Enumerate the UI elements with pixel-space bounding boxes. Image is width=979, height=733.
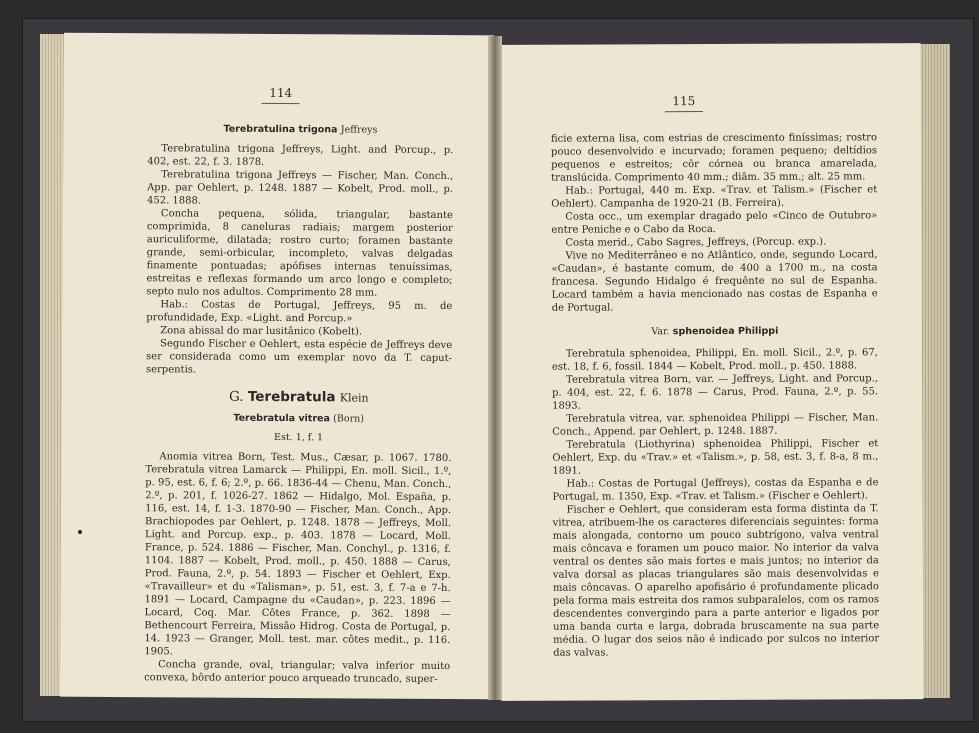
right-page-edges [920,44,950,698]
paragraph: Terebratulina trigona Jeffreys — Fischer, Man. Conch., App. par Oehlert, p. 1248. 1887 — Kobelt, Prod. moll., p. 452. 1888. [146,169,454,207]
left-page-number: 114 [108,85,454,105]
paragraph: Concha grande, oval, triangular; valva inferior muito convexa, bôrdo anterior pouco arqueado truncado, super- [144,659,451,685]
paragraph: Costa occ., um exemplar dragado pelo «Cinco de Outubro» entre Peniche e o Cabo da Roca. [551,210,878,236]
genus-heading: G. Terebratula Klein [228,388,369,406]
paragraph: Zona abissal do mar lusitânico (Kobelt). [160,325,363,338]
paragraph: Terebratula vitrea Born, var. — Jeffreys, Light. and Porcup., p. 404, est. 22, f. 6. 1878 — Carus, Prod. Fauna, 2.º, p. 55. 1893. [552,373,879,412]
plate-reference: Est. 1, f. 1 [274,431,324,444]
paragraph: Terebratulina trigona Jeffreys, Light. and Porcup., p. 402, est. 22, f. 3. 1878. [147,143,454,168]
left-page [60,33,494,700]
paragraph: Costa merid., Cabo Sagres, Jeffreys, (Porcup. exp.). [565,236,827,249]
variety-heading: Var. sphenoidea Philippi [651,325,779,338]
right-page [499,43,924,701]
paragraph: Anomia vitrea Born, Test. Mus., Cæsar, p. 1067. 1780. Terebratula vitrea Lamarck — Philippi, En. moll. Sicil., 1.º, p. 95, est. 6, f. 6; 2.º, p. 66. 1836-44 — Chenu, Man. Conch., 2.º, p. 201, f. 1026-27. 1862 — Hidalgo, Mol. España, p. 116, est. 14, f. 1-3. 1870-90 — Fischer, Man. Conch., App. Brachiopodes par Oehlert, p. 1248. 1878 — Jeffreys, Moll. Light. and Porcup. exp., p. 403. 1878 — Locard, Moll. France, p. 524. 1886 — Fischer, Man. Conchyl., p. 1316, f. 1104. 1887 — Kobelt, Prod. moll., p. 450. 1888 — Carus, Prod. Fauna, 2.º, p. 54. 1893 — Fischer et Oehlert, Exp. «Travailleur» et du «Talisman», p. 51, est. 3, f. 7-a e 7-h. 1891 — Locard, Campagne du «Caudan», p. 223. 1896 — Locard, Coq. Mar. Côtes France, p. 362. 1898 — Bethencourt Ferreira, Missão Hidrog. Costa de Portugal, p. 14. 1923 — Granger, Moll. test. mar. côtes medit., p. 116. 1905. [144,451,452,658]
paragraph: Concha pequena, sólida, triangular, bastante comprimida, 8 caneluras radiais; margem posterior auriculiforme, dilatada; rostro curto; foramen bastante grande, semi-orbicular, incompleto, valvas delgadas finamente pontuadas; apófises internas tenuíssimas, estreitas e reflexas formando um arco longo e completo; septo nulo nos adultos. Comprimento 28 mm. [146,208,453,299]
species-heading: Terebratulina trigona Jeffreys [223,123,378,136]
paragraph: Fischer e Oehlert, que consideram esta forma distinta da T. vitrea, atribuem-lhe os caracteres diferenciais seguintes: forma mais alongada, contorno um pouco subtrígono, valva ventral mais côncava e foramen um pouco maior. No interior da valva ventral os dentes são mais fortes e mais juntos; no interior da valva dorsal as placas triangulares são mais desenvolvidas e mais côncavas. O aparelho apofisário é profundamente plicado pela forma mais estreita dos ramos subparalelos, com os ramos descendentes convergindo para a parte anterior e ligados por uma banda curta e larga, dobrada bruscamente na sua parte média. O lugar dos seios não é indicado por sulcos no interior das valvas. [552,503,880,659]
species-heading: Terebratula vitrea (Born) [233,412,365,425]
paragraph: Hab.: Portugal, 440 m. Exp. «Trav. et Talism.» (Fischer et Oehlert). Campanha de 1920-21 (B. Ferreira). [551,184,878,210]
book-gutter [488,36,502,700]
paragraph: Terebratula (Liothyrina) sphenoidea Philippi, Fischer et Oehlert, Exp. du «Trav.» et «Talism.», p. 58, est. 3, f. 8-a, 8 m., 1891. [552,438,879,477]
paragraph: Terebratula sphenoidea, Philippi, En. moll. Sicil., 2.º, p. 67, est. 18, f. 6, fossil. 1844 — Kobelt, Prod. moll., p. 450. 1888. [551,347,878,373]
right-page-number: 115 [499,93,877,113]
paragraph: Hab.: Costas de Portugal (Jeffreys), costas da Espanha e de Portugal, m. 1350, Exp. «Trav. et Talism.» (Fischer e Oehlert). [552,477,879,503]
paragraph: Hab.: Costas de Portugal, Jeffreys, 95 m. de profundidade, Exp. «Light. and Porcup.» [146,299,453,325]
paragraph: Segundo Fischer e Oehlert, esta espécie de Jeffreys deve ser considerada como um exemplar novo da T. caput-serpentis. [145,338,453,376]
margin-dot [78,530,82,534]
paragraph: Terebratula vitrea, var. sphenoidea Philippi — Fischer, Man. Conch., Append. par Oehlert, p. 1248. 1887. [552,412,879,438]
paragraph: ficie externa lisa, com estrias de crescimento finíssimas; rostro pouco desenvolvido e incurvado; foramen pequeno; deltídios pequenos e estreitos; côr córnea ou branca amarelada, translúcida. Comprimento 40 mm.; diâm. 35 mm.; alt. 25 mm. [550,132,878,184]
paragraph: Vive no Mediterrâneo e no Atlântico, onde, segundo Locard, «Caudan», é bastante comum, de 400 a 1700 m., na costa francesa. Segundo Hidalgo é frequênte no sul de Espanha. Locard também a havia mencionado nas costas de Espanha e de Portugal. [551,249,878,314]
